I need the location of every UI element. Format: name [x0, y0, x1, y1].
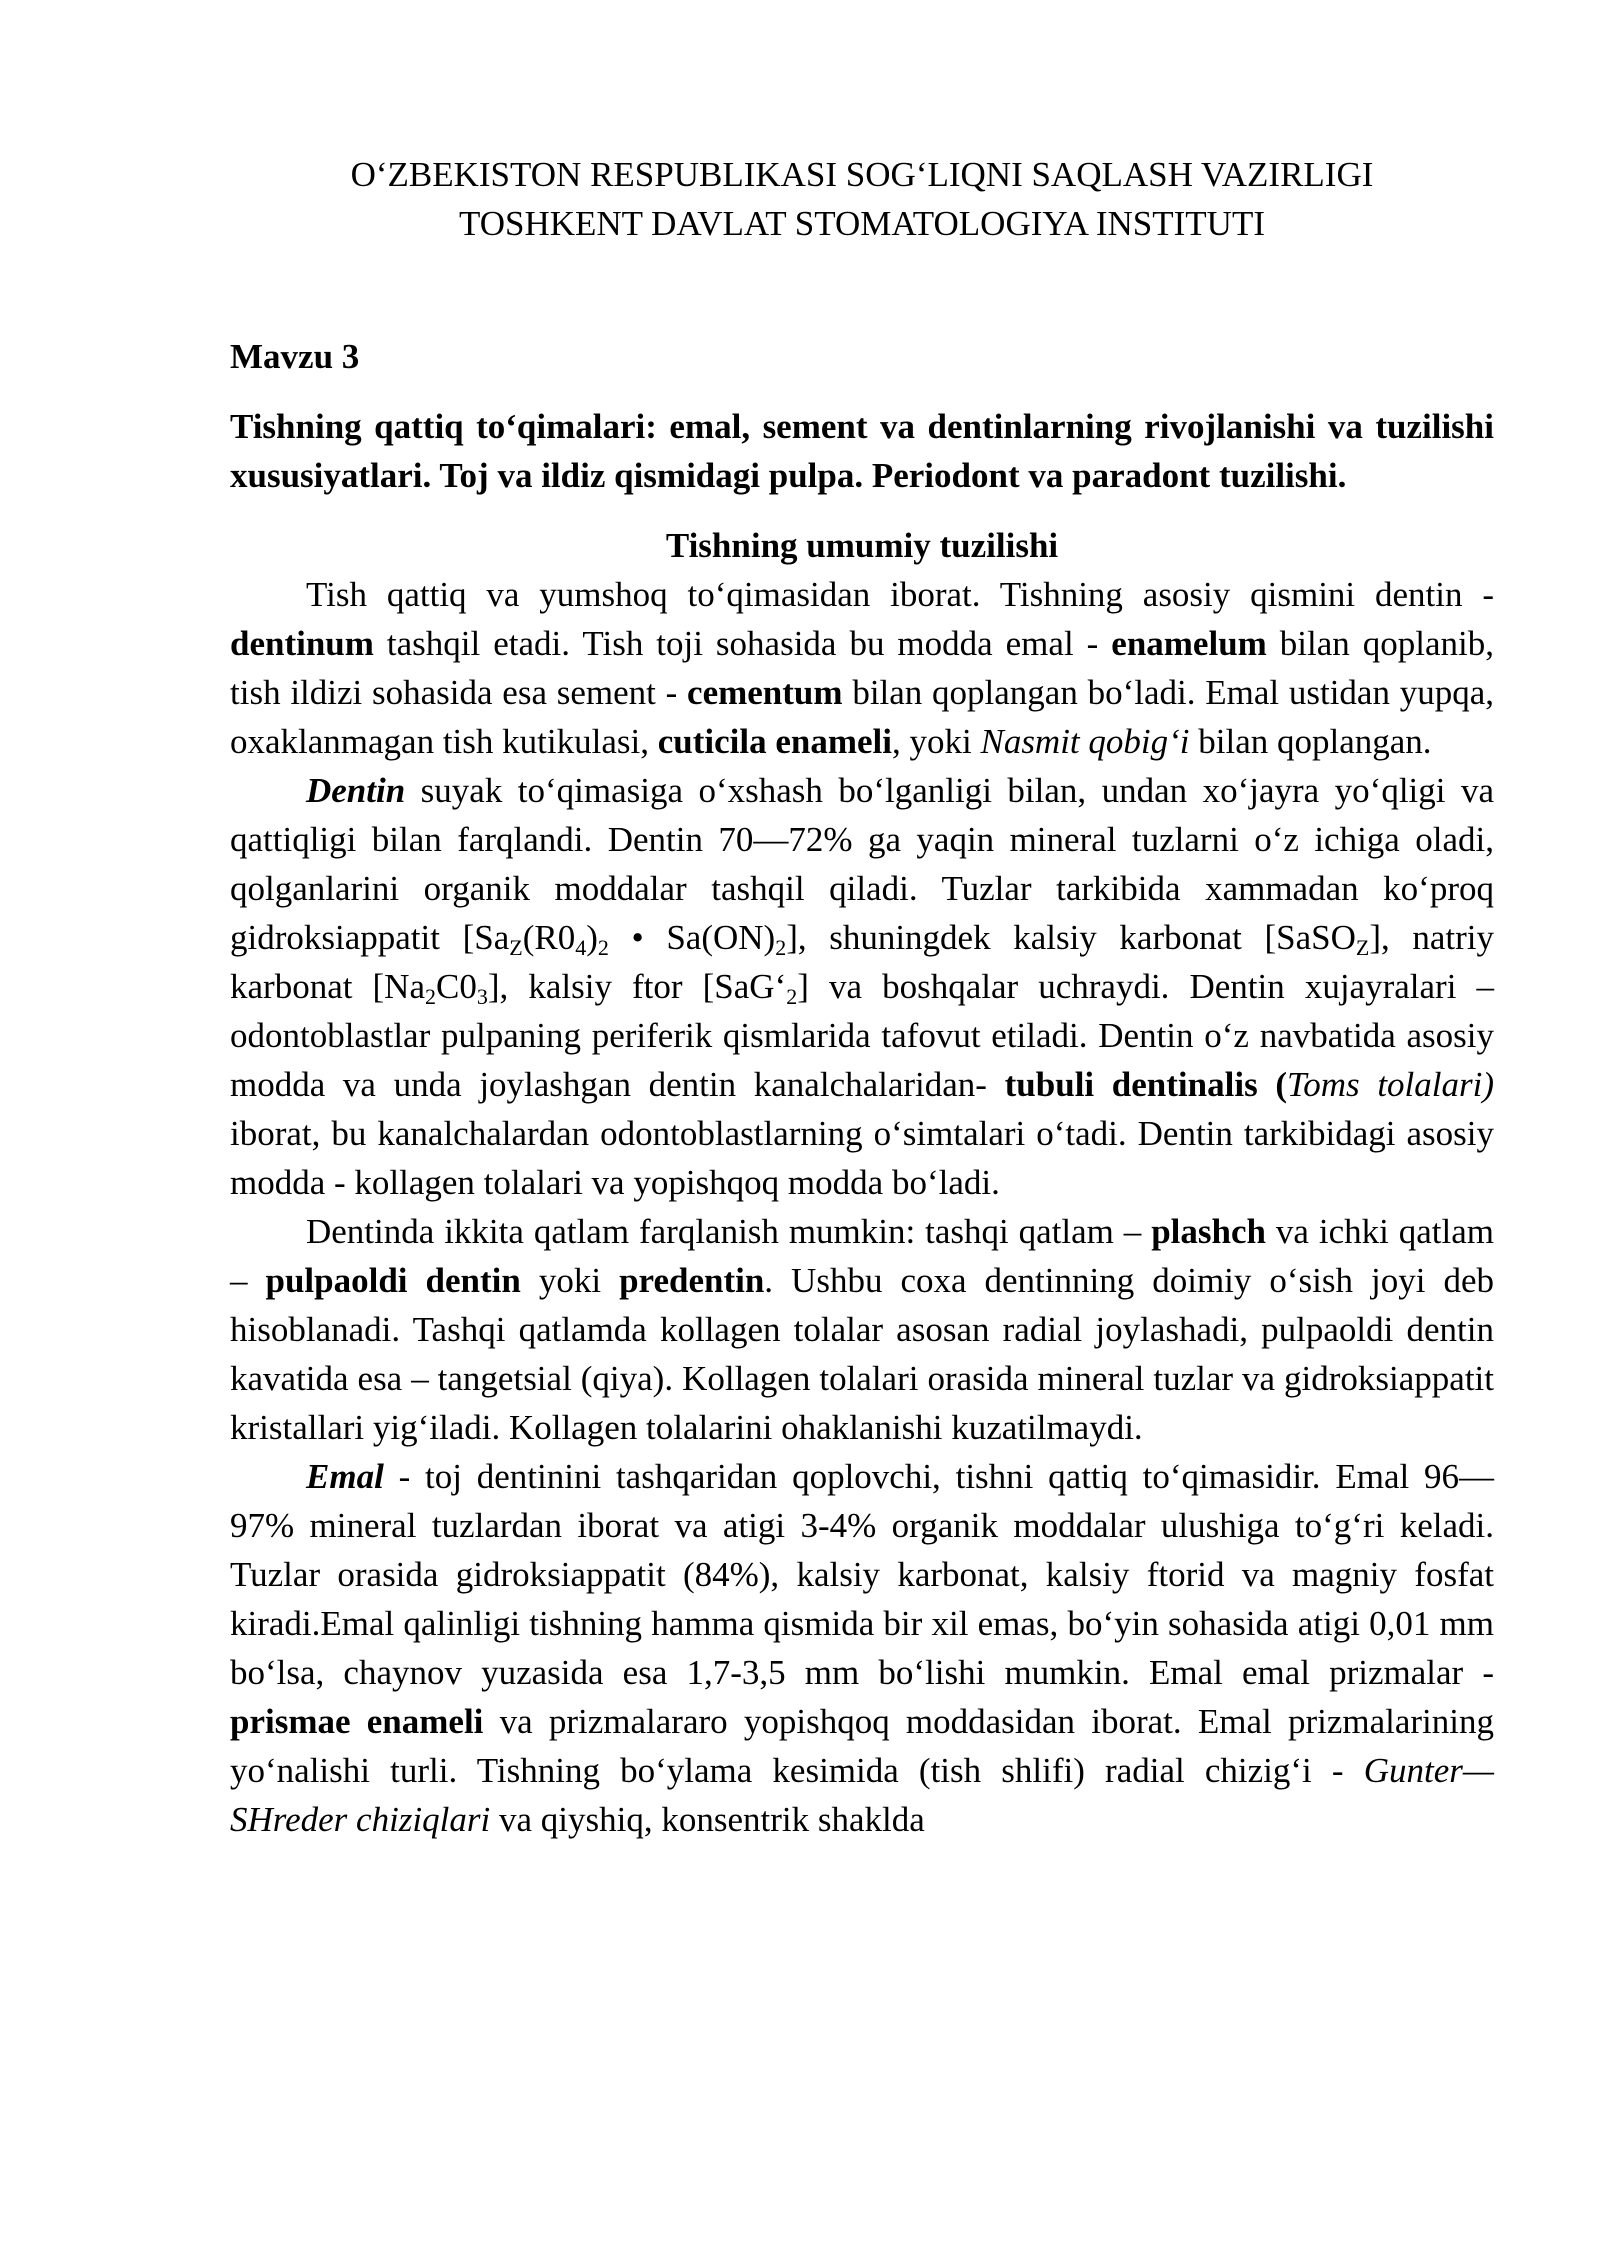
term-dentinum: dentinum	[230, 624, 374, 663]
text-run: )	[586, 918, 598, 957]
subscript: 2	[597, 935, 609, 960]
term-cuticila-enameli: cuticila enameli	[657, 722, 892, 761]
term-emal: Emal	[306, 1457, 384, 1496]
ministry-name: O‘ZBEKISTON RESPUBLIKASI SOG‘LIQNI SAQLASH VAZIRLIGI	[350, 155, 1374, 194]
topic-label: Mavzu 3	[230, 337, 360, 376]
term-enamelum: enamelum	[1111, 624, 1267, 663]
term-cementum: cementum	[687, 673, 843, 712]
paragraph-dentin	[230, 766, 1494, 1207]
text-run: tashqil etadi. Tish toji sohasida bu modda emal -	[373, 624, 1112, 663]
paragraph-dentin-layers	[230, 1207, 1494, 1452]
term-prismae-enameli: prismae enameli	[230, 1702, 484, 1741]
text-run: ], kalsiy ftor [SaG‘	[487, 967, 787, 1006]
term-predentin: predentin	[619, 1261, 765, 1300]
text-run: • Sa(ON)	[608, 918, 776, 957]
paragraph-emal	[230, 1452, 1494, 1844]
subscript: 3	[476, 984, 488, 1009]
term-gunter-shreder: Gunter—SHreder chiziqlari	[230, 1751, 1494, 1839]
text-run: . Ushbu coxa dentinning doimiy o‘sish joyi deb hisoblanadi. Tashqi qatlamda kollagen tolalar asosan radial joylashadi, pulpaoldi dentin kavatida esa – tangetsial (qiya). Kollagen tolalari orasida mineral tuzlar va gidroksiappatit kristallari yig‘iladi. Kollagen tolalarini ohaklanishi kuzatilmaydi.	[230, 1261, 1494, 1447]
term-dentin: Dentin	[306, 771, 406, 810]
text-run: yoki	[520, 1261, 620, 1300]
subscript: 4	[575, 935, 587, 960]
term-tubuli-dentinalis: tubuli dentinalis (	[1004, 1065, 1288, 1104]
subscript: Z	[509, 935, 523, 960]
text-run: Dentinda ikkita qatlam farqlanish mumkin: tashqi qatlam –	[306, 1212, 1152, 1251]
paragraph-general-structure	[230, 570, 1494, 766]
text-run: va qiyshiq, konsentrik shaklda	[490, 1800, 925, 1839]
text-run: bilan qoplangan bo‘ladi. Emal ustidan yupqa, oxaklanmagan tish kutikulasi,	[230, 673, 1494, 761]
text-run: ] va boshqalar uchraydi. Dentin xujayralari – odontoblastlar pulpaning periferik qismlarida tafovut etiladi. Dentin o‘z navbatida asosiy modda va unda joylashgan dentin kanalchalaridan-	[230, 967, 1494, 1104]
subscript: 2	[775, 935, 787, 960]
term-toms-tolalari: Toms tolalari)	[1287, 1065, 1495, 1104]
text-run: (R0	[522, 918, 576, 957]
text-run: - toj dentinini tashqaridan qoplovchi, tishni qattiq to‘qimasidir. Emal 96—97% mineral tuzlardan iborat va atigi 3-4% organik moddalar ulushiga to‘g‘ri keladi. Tuzlar orasida gidroksiappatit (84%), kalsiy karbonat, kalsiy ftorid va magniy fosfat kiradi.Emal qalinligi tishning hamma qismida bir xil emas, bo‘yin sohasida atigi 0,01 mm bo‘lsa, chaynov yuzasida esa 1,7-3,5 mm bo‘lishi mumkin. Emal emal prizmalar -	[230, 1457, 1494, 1692]
text-run: , yoki	[891, 722, 981, 761]
term-pulpaoldi-dentin: pulpaoldi dentin	[265, 1261, 521, 1300]
text-run: va prizmalararo yopishqoq moddasidan iborat. Emal prizmalarining yo‘nalishi turli. Tishning bo‘ylama kesimida (tish shlifi) radial chizig‘i -	[230, 1702, 1494, 1790]
term-nasmit: Nasmit qobig‘i	[980, 722, 1190, 761]
topic-title: Tishning qattiq to‘qimalari: emal, sement va dentinlarning rivojlanishi va tuzilishi xususiyatlari. Toj va ildiz qismidagi pulpa. Periodont va paradont tuzilishi.	[230, 407, 1494, 495]
subscript: 2	[786, 984, 798, 1009]
term-plashch: plashch	[1151, 1212, 1266, 1251]
subscript: 2	[425, 984, 436, 1009]
text-run: C0	[436, 967, 477, 1006]
text-run: ], natriy karbonat [Na	[230, 918, 1494, 1006]
text-run: va ichki qatlam –	[230, 1212, 1494, 1300]
subscript: Z	[1355, 935, 1370, 960]
text-run: ], shuningdek kalsiy karbonat [SaSO	[786, 918, 1356, 957]
text-run: Tish qattiq va yumshoq to‘qimasidan iborat. Tishning asosiy qismini dentin -	[306, 575, 1494, 614]
text-run: bilan qoplangan.	[1189, 722, 1432, 761]
document-page	[230, 150, 1494, 1844]
institution-header	[230, 150, 1494, 248]
text-run: bilan qoplanib, tish ildizi sohasida esa sement -	[230, 624, 1494, 712]
text-run: iborat, bu kanalchalardan odontoblastlarning o‘simtalari o‘tadi. Dentin tarkibidagi asosiy modda - kollagen tolalari va yopishqoq modda bo‘ladi.	[230, 1114, 1494, 1202]
text-run: suyak to‘qimasiga o‘xshash bo‘lganligi bilan, undan xo‘jayra yo‘qligi va qattiqligi bilan farqlandi. Dentin 70—72% ga yaqin mineral tuzlarni o‘z ichiga oladi, qolganlarini organik moddalar tashqil qiladi. Tuzlar tarkibida xammadan ko‘proq gidroksiappatit [Sa	[230, 771, 1494, 957]
section-heading: Tishning umumiy tuzilishi	[665, 526, 1059, 565]
institute-name: TOSHKENT DAVLAT STOMATOLOGIYA INSTITUTI	[458, 204, 1265, 243]
